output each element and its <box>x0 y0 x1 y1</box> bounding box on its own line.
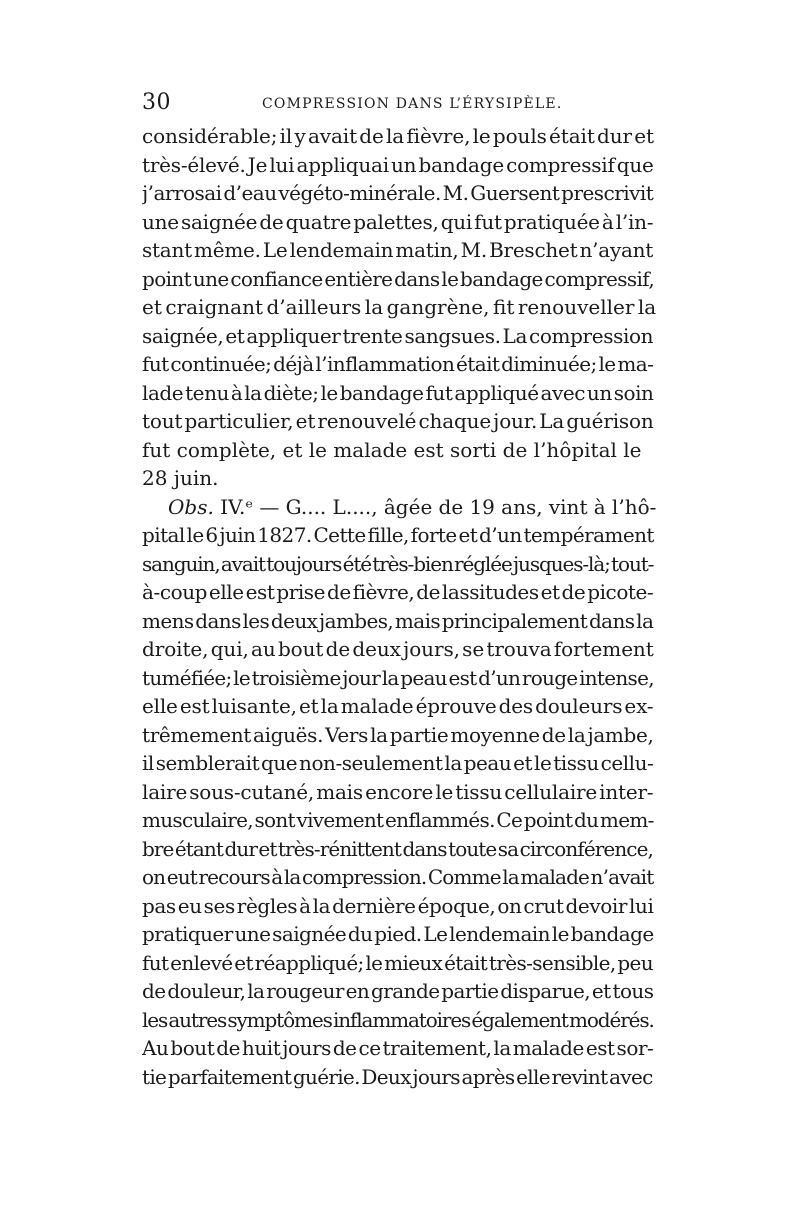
text-line: fut enlevé et réappliqué; le mieux était très-sensible, peu <box>142 950 653 975</box>
text-line: point une confiance entière dans le bandage compressif, <box>142 266 655 291</box>
running-title: COMPRESSION DANS L’ÉRYSIPÈLE. <box>262 96 563 112</box>
text-line: tuméfiée; le troisième jour la peau est d’un rouge intense, <box>142 665 654 690</box>
text-line: considérable; il y avait de la fièvre, le pouls était dur et <box>142 124 654 148</box>
text-line: fut complète, et le malade est sorti de l’hôpital le <box>142 437 642 462</box>
text-line: 28 juin. <box>142 466 219 490</box>
text-line: les autres symptômes inflammatoires également modérés. <box>142 1007 654 1032</box>
text-line: stant même. Le lendemain matin, M. Breschet n’ayant <box>142 238 654 262</box>
text-line: très-élevé. Je lui appliquai un bandage compressif que <box>142 152 654 177</box>
text-line: pital le 6 juin 1827. Cette fille, forte et d’un tempérament <box>142 523 654 547</box>
text-line: mens dans les deux jambes, mais principalement dans la <box>142 608 654 633</box>
text-line: saignée, et appliquer trente sangsues. La compression <box>142 323 654 348</box>
text-line: elle est luisante, et la malade éprouve des douleurs ex- <box>142 694 654 718</box>
text-line: sanguin, avait toujours été très-bien réglée jusques-là; tout- <box>142 551 654 576</box>
text-line: droite, qui, au bout de deux jours, se trouva fortement <box>142 637 654 661</box>
text-line: on eut recours à la compression. Comme la malade n’avait <box>142 865 654 889</box>
text-line: Au bout de huit jours de ce traitement, la malade est sor- <box>142 1036 654 1060</box>
text-line: tie parfaitement guérie. Deux jours après elle revint avec <box>142 1064 653 1089</box>
text-line: et craignant d’ailleurs la gangrène, fit renouveller la <box>142 295 656 319</box>
text-line: tout particulier, et renouvelé chaque jour. La guérison <box>142 409 654 433</box>
page-number: 30 <box>142 90 171 115</box>
text-line: il semblerait que non-seulement la peau et le tissu cellu- <box>142 751 654 775</box>
text-line: pas eu ses règles à la dernière époque, on crut devoir lui <box>142 893 654 918</box>
text-line: fut continuée; déjà l’inflammation était diminuée; le ma- <box>142 352 654 376</box>
text-line: bre étant dur et très-rénittent dans toute sa circonférence, <box>142 836 653 861</box>
text-line: j’arrosai d’eau végéto-minérale. M. Guersent prescrivit <box>142 181 654 205</box>
observation-first-line: IV.ᵉ — G.... L...., âgée de 19 ans, vint à l’hô- <box>220 494 656 519</box>
text-line: une saignée de quatre palettes, qui fut pratiquée à l’in- <box>142 209 654 234</box>
text-line: de douleur, la rougeur en grande partie disparue, et tous <box>142 979 654 1003</box>
observation-heading-line <box>142 493 656 522</box>
text-line: lade tenu à la diète; le bandage fut appliqué avec un soin <box>142 380 654 405</box>
observation-label: Obs. <box>168 494 214 519</box>
text-line: pratiquer une saignée du pied. Le lendemain le bandage <box>142 922 654 946</box>
body-text <box>142 122 656 1091</box>
text-line: laire sous-cutané, mais encore le tissu cellulaire inter- <box>142 779 654 804</box>
text-line: trêmement aiguës. Vers la partie moyenne de la jambe, <box>142 722 654 747</box>
text-line: à-coup elle est prise de fièvre, de lassitudes et de picote- <box>142 580 654 604</box>
page-header <box>142 88 656 118</box>
text-line: musculaire, sont vivement enflammés. Ce point du mem- <box>142 808 654 832</box>
